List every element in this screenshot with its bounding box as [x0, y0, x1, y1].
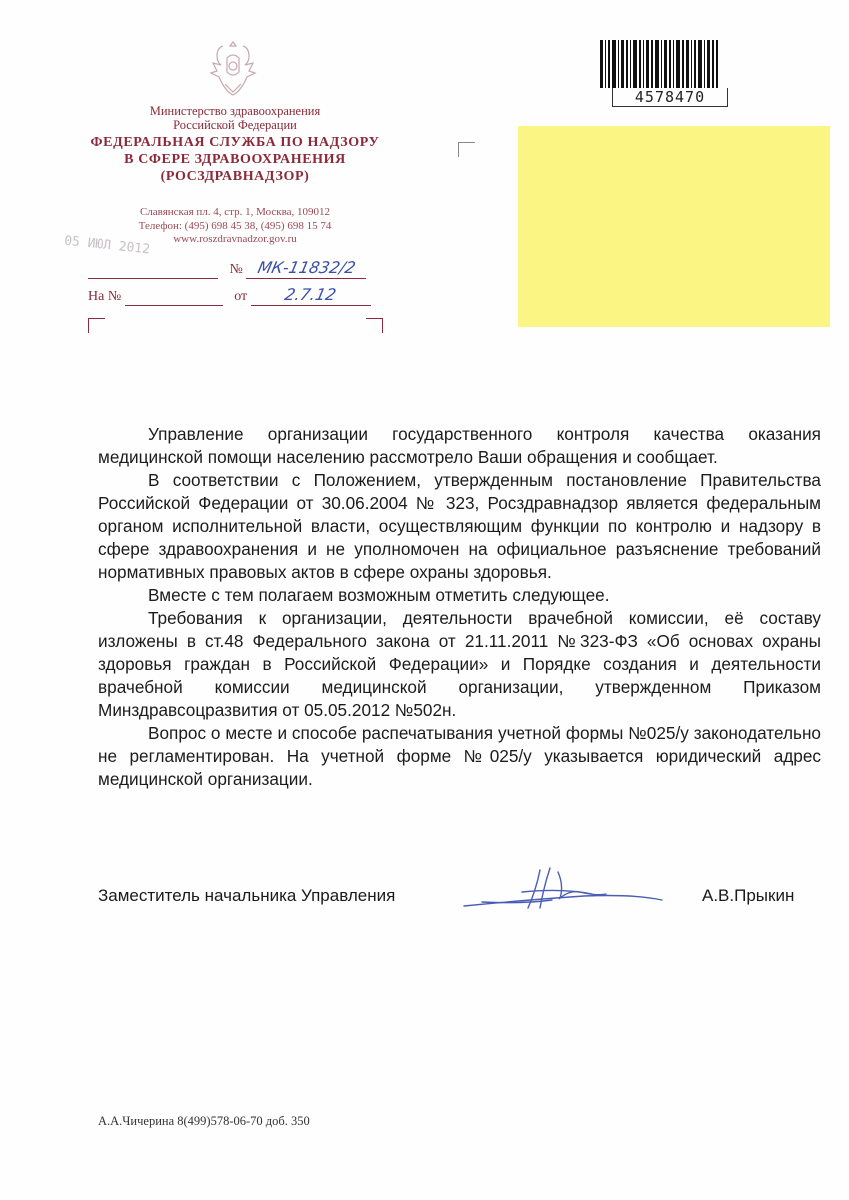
outgoing-date-blank [88, 262, 218, 279]
service-line: (РОСЗДРАВНАДЗОР) [160, 169, 310, 184]
body-paragraph: Управление организации государственного контроля качества оказания медицинской помощи населению рассмотрело Ваши обращения и сообщает. [98, 424, 821, 467]
reply-number-blank [125, 289, 223, 306]
service-line: В СФЕРЕ ЗДРАВООХРАНЕНИЯ [124, 152, 346, 167]
double-headed-eagle-emblem-icon [205, 38, 261, 96]
reply-date-field [251, 285, 371, 306]
signatory-name: А.В.Прыкин [702, 886, 795, 905]
ministry-line: Российской Федерации [173, 118, 297, 132]
sticky-note [518, 126, 830, 327]
outgoing-number-line [88, 258, 388, 279]
reply-date: 2.7.12 [283, 285, 339, 304]
signatory-title: Заместитель начальника Управления [98, 886, 396, 905]
reply-from-label: от [234, 289, 248, 304]
barcode-icon [600, 40, 718, 88]
reply-number-label: На № [88, 289, 122, 304]
address-field-corner [88, 318, 105, 333]
outgoing-number: МК-11832/2 [255, 258, 358, 277]
service-name [60, 134, 410, 185]
barcode-number: 4578470 [612, 88, 728, 107]
address-field-corner [366, 318, 383, 333]
reply-reference-line [88, 285, 388, 306]
body-paragraph: В соответствии с Положением, утвержденным постановление Правительства Российской Федерации от 30.06.2004 № 323, Росздравнадзор является федеральным органом исполнительной власти, осуществляющим функции по контролю и надзору в сфере здравоохранения и не уполномочен на официальное разъяснение требований нормативных правовых актов в сфере охраны здоровья. [98, 470, 821, 582]
body-paragraph: Требования к организации, деятельности врачебной комиссии, её составу изложены в ст.48 Федерального закона от 21.11.2011 №323-ФЗ «Об основах охраны здоровья граждан в Российской Федерации» и Порядке создания и деятельности врачебной комиссии медицинской организации, утвержденном Приказом Минздравсоцразвития от 05.05.2012 №502н. [98, 608, 821, 720]
body-paragraph: Вопрос о месте и способе распечатывания учетной формы №025/у законодательно не регламентирован. На учетной форме №025/у указывается юридический адрес медицинской организации. [98, 723, 821, 789]
service-line: ФЕДЕРАЛЬНАЯ СЛУЖБА ПО НАДЗОРУ [90, 135, 380, 150]
recipient-field-corner [458, 142, 475, 157]
ministry-line: Министерство здравоохранения [149, 104, 321, 118]
ministry-name [60, 104, 410, 132]
number-label: № [229, 262, 243, 277]
address-line: www.roszdravnadzor.gov.ru [173, 233, 297, 245]
address-line: Славянская пл. 4, стр. 1, Москва, 109012 [139, 206, 331, 218]
registration-stamp-date: 05 ИЮЛ 2012 [63, 233, 151, 258]
outgoing-number-field [246, 258, 366, 279]
body-paragraph: Вместе с тем полагаем возможным отметить следующее. [148, 585, 610, 605]
letter-body [98, 423, 821, 791]
address-line: Телефон: (495) 698 45 38, (495) 698 15 74 [138, 219, 332, 232]
handwritten-signature-icon [462, 862, 667, 922]
executor-contact: А.А.Чичерина 8(499)578-06-70 доб. 350 [98, 1114, 310, 1128]
